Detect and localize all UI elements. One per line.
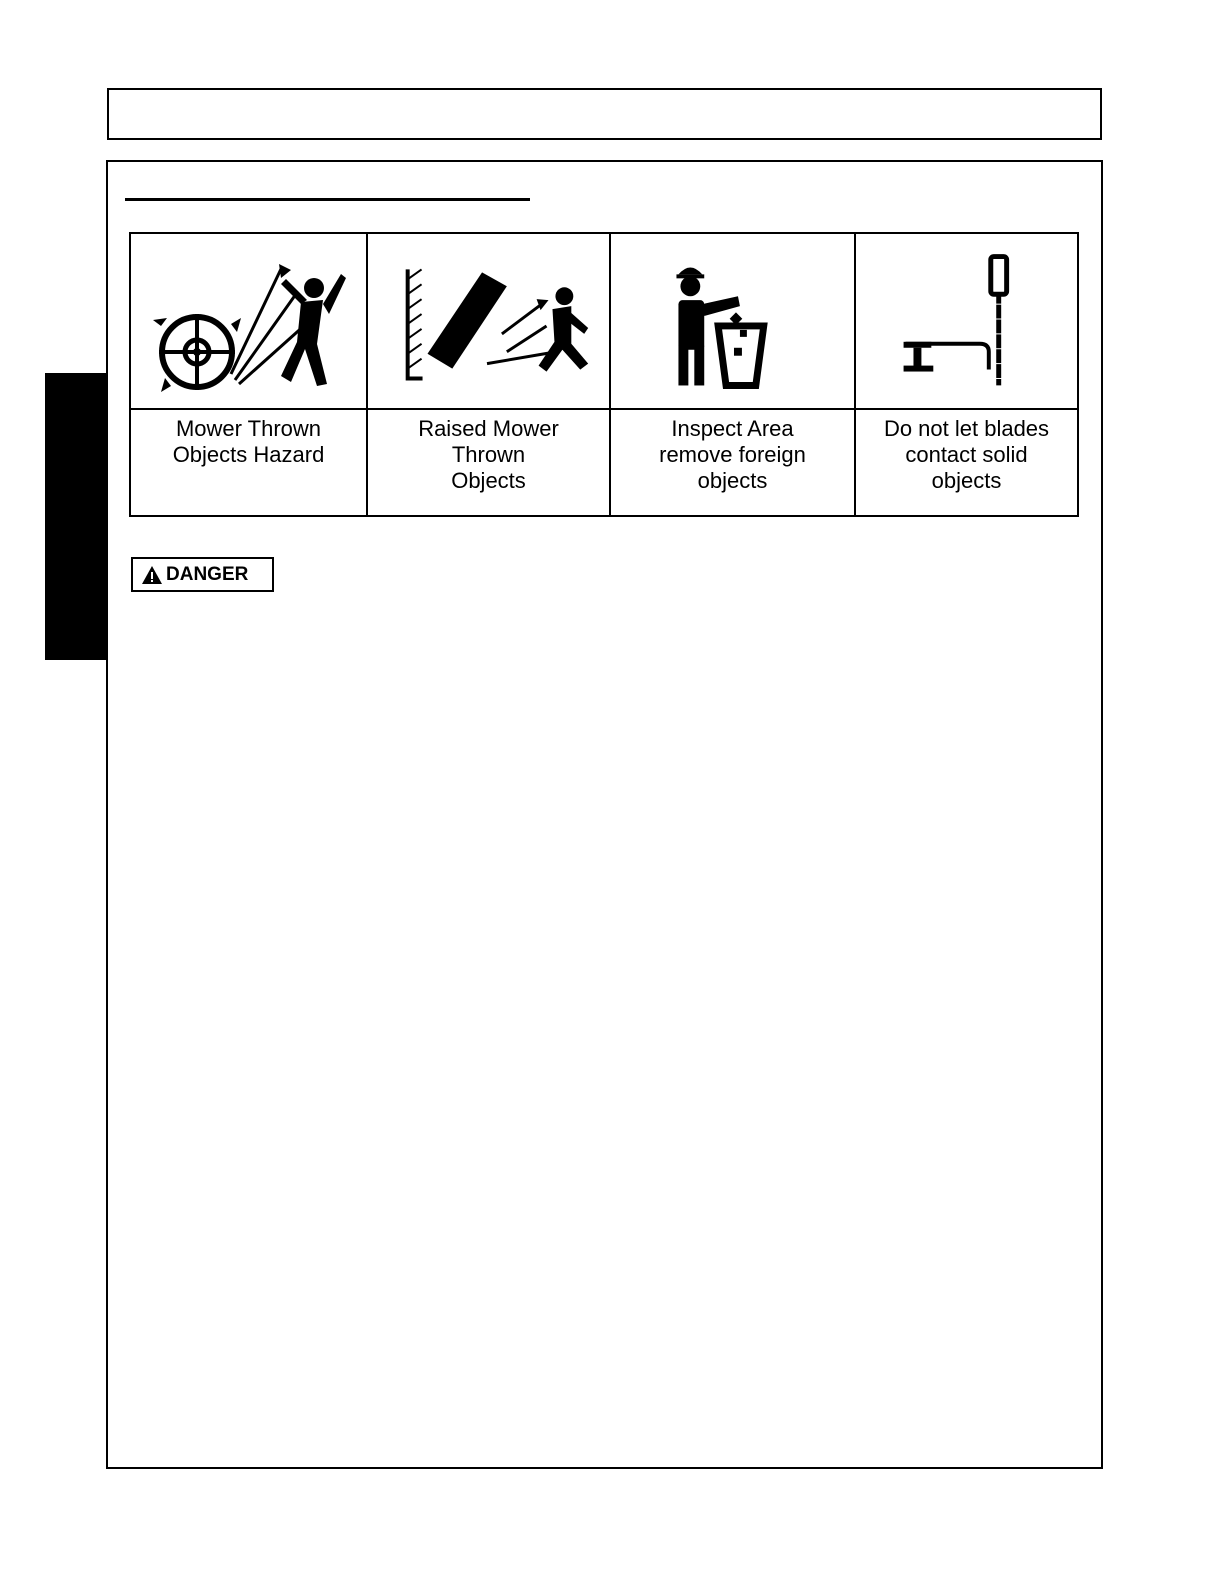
- blade-contact-icon: [856, 234, 1077, 408]
- decal-inspect-area: [609, 234, 854, 515]
- inspect-area-icon: [611, 234, 854, 408]
- decal-caption: Mower Thrown Objects Hazard: [172, 416, 325, 467]
- caption-divider: [368, 408, 609, 410]
- warning-triangle-icon: [141, 565, 163, 585]
- decal-caption: Inspect Area remove foreign objects: [659, 416, 806, 493]
- caption-divider: [611, 408, 854, 410]
- thrown-objects-icon: [131, 234, 366, 408]
- danger-label: DANGER: [166, 563, 249, 585]
- danger-signal-word: [131, 557, 274, 592]
- decal-caption: Do not let blades contact solid objects: [883, 416, 1050, 493]
- decal-thrown-objects: [131, 234, 366, 515]
- decal-raised-mower: [366, 234, 609, 515]
- section-heading-rule: [125, 198, 530, 201]
- safety-decal-table: [129, 232, 1079, 517]
- decal-caption: Raised Mower Thrown Objects: [418, 416, 559, 493]
- page-header-box: [107, 88, 1102, 140]
- decal-blade-contact: [854, 234, 1077, 515]
- caption-divider: [131, 408, 366, 410]
- caption-divider: [856, 408, 1077, 410]
- raised-mower-icon: [368, 234, 609, 408]
- section-side-tab: [45, 373, 107, 660]
